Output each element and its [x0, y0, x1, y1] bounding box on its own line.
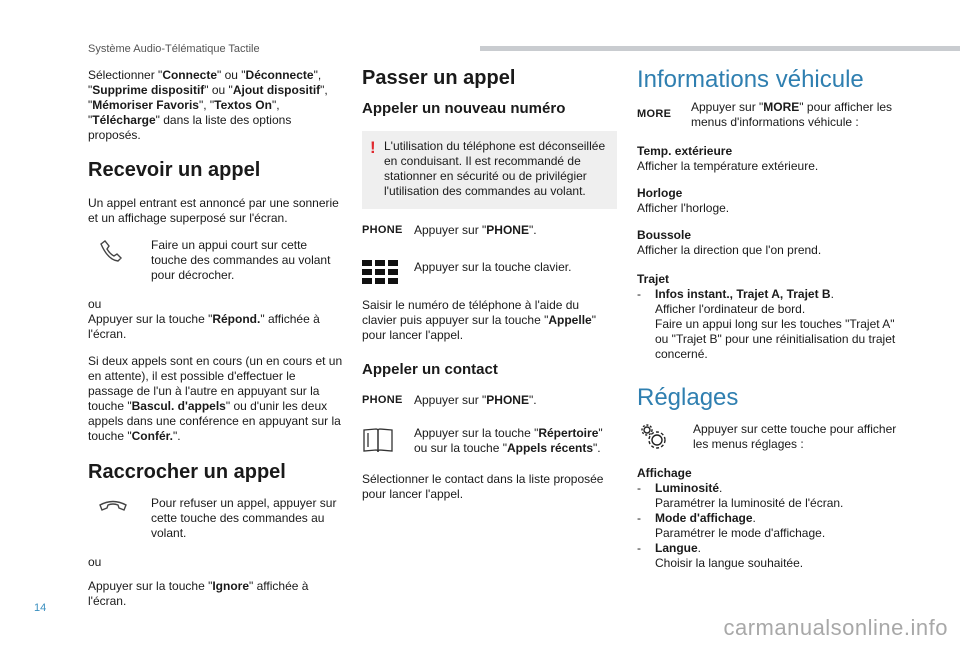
hangup-icon-text: Pour refuser un appel, appuyer sur cette touche des commandes au volant. [151, 496, 337, 540]
temp-text: Afficher la température extérieure. [637, 159, 819, 173]
page-number: 14 [34, 602, 47, 614]
hangup-paragraph: Appuyer sur la touche "Ignore" affichée à l'écran. [88, 579, 309, 608]
subsection-title-contact: Appeler un contact [362, 361, 498, 378]
column-left [88, 68, 343, 609]
display-item-mode: - Mode d'affichage. Paramétrer le mode d'affichage. [637, 511, 826, 540]
page-header-title: Système Audio-Télématique Tactile [88, 43, 260, 55]
more-row-text: Appuyer sur "MORE" pour afficher les menus d'informations véhicule : [691, 100, 893, 129]
phone2-row-text: Appuyer sur "PHONE". [414, 393, 537, 407]
compass-title: Boussole [637, 228, 692, 242]
receive-paragraph: Un appel entrant est annoncé par une sonnerie et un affichage superposé sur l'écran. [88, 196, 339, 225]
intro-paragraph: Sélectionner "Connecte" ou "Déconnecte", "Supprime dispositif" ou "Ajout dispositif", "Mémoriser Favoris", "Textos On", "Télécharge" dans la liste des options proposés. [88, 68, 328, 142]
section-title-call: Passer un appel [362, 67, 516, 89]
section-title-receive: Recevoir un appel [88, 159, 261, 181]
directory-book-icon [362, 426, 394, 454]
section-title-hangup: Raccrocher un appel [88, 461, 286, 483]
settings-row [637, 422, 897, 452]
warning-icon: ! [370, 138, 376, 157]
trip-title: Trajet [637, 272, 670, 286]
phone-row-text: Appuyer sur "PHONE". [414, 223, 537, 237]
display-item-language: - Langue. Choisir la langue souhaitée. [637, 541, 804, 570]
display-item-brightness: - Luminosité. Paramétrer la luminosité de l'écran. [637, 481, 844, 510]
settings-row-text: Appuyer sur cette touche pour afficher les menus réglages : [693, 422, 897, 451]
watermark: carmanualsonline.info [723, 615, 948, 640]
clock-text: Afficher l'horloge. [637, 201, 730, 215]
subsection-title-new-number: Appeler un nouveau numéro [362, 100, 566, 117]
display-title: Affichage [637, 466, 692, 480]
receive-icon-row [88, 238, 343, 283]
header-bar [480, 46, 960, 51]
clock-title: Horloge [637, 186, 683, 200]
directory-row-text: Appuyer sur la touche "Répertoire" ou sur la touche "Appels récents". [414, 426, 603, 455]
receive-or: ou [88, 297, 102, 311]
receive-answer-paragraph: Appuyer sur la touche "Répond." affichée à l'écran. [88, 312, 320, 341]
steering-wheel-button-icon [98, 238, 124, 264]
phone2-row [362, 393, 617, 408]
column-right [637, 66, 897, 571]
more-button-label: MORE [637, 108, 672, 120]
warning-text: L'utilisation du téléphone est déconseillée en conduisant. Il est recommandé de stationner en sécurité ou de privilégier l'utilisation des commandes au volant. [384, 139, 606, 198]
select-contact-paragraph: Sélectionner le contact dans la liste proposée pour lancer l'appel. [362, 472, 604, 501]
hangup-or: ou [88, 555, 102, 569]
compass-text: Afficher la direction que l'on prend. [637, 243, 822, 257]
directory-row [362, 426, 617, 456]
keypad-icon [362, 260, 400, 286]
section-title-settings: Réglages [637, 384, 739, 411]
section-title-vehicle-info: Informations véhicule [637, 66, 864, 93]
hangup-icon-row [88, 496, 343, 541]
receive-two-calls-paragraph: Si deux appels sont en cours (un en cours et un en attente), il est possible d'effectuer le passage de l'un à l'autre en appuyant sur la touche "Bascul. d'appels" ou d'unir les deux appels dans une conférence en appuyant sur la touche "Confér.". [88, 354, 343, 443]
phone-row [362, 223, 617, 238]
temp-title: Temp. extérieure [637, 144, 733, 158]
keypad-row [362, 260, 617, 286]
receive-icon-text: Faire un appui court sur cette touche des commandes au volant pour décrocher. [151, 238, 331, 282]
warning-box [362, 131, 617, 209]
trip-item: - Infos instant., Trajet A, Trajet B. Afficher l'ordinateur de bord. Faire un appui long sur les touches "Trajet A" ou "Trajet B" pour une réinitialisation du trajet concerné. [637, 287, 896, 361]
phone2-button-label: PHONE [362, 394, 403, 406]
dial-paragraph: Saisir le numéro de téléphone à l'aide du clavier puis appuyer sur la touche "Appelle" pour lancer l'appel. [362, 298, 596, 342]
keypad-row-text: Appuyer sur la touche clavier. [414, 260, 572, 274]
column-middle [362, 66, 617, 502]
more-row [637, 100, 897, 130]
phone-button-label: PHONE [362, 224, 403, 236]
hangup-button-icon [98, 496, 128, 516]
settings-gear-icon [639, 422, 669, 452]
